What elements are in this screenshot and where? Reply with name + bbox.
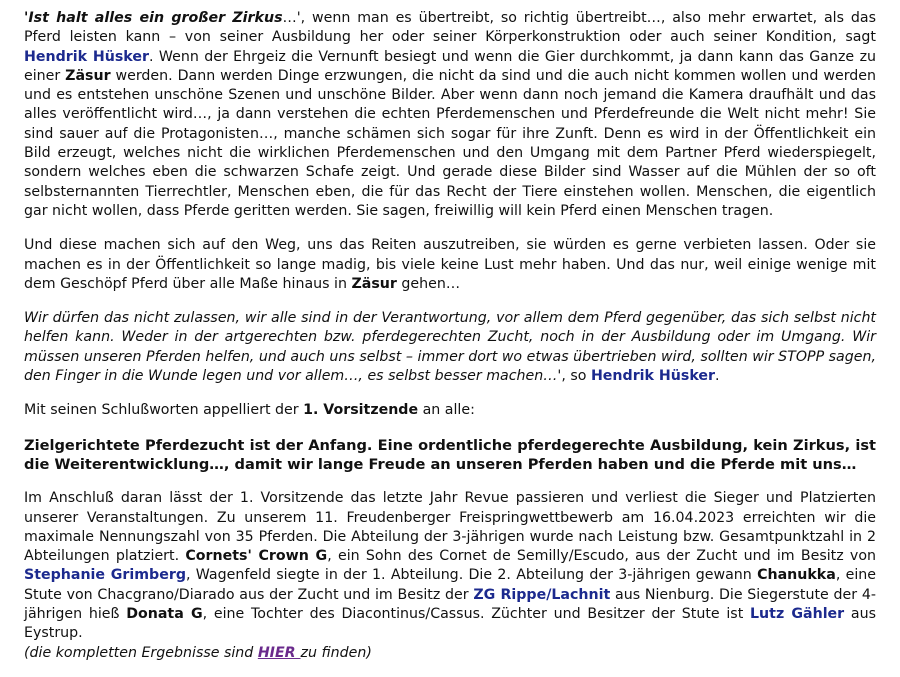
person-name: ZG Rippe/Lachnit	[473, 586, 611, 603]
appeal-attribution: .	[715, 368, 720, 385]
critics-text: gehen…	[396, 275, 461, 292]
quote-opening: 'Ist halt alles ein großer Zirkus	[24, 10, 283, 26]
term-zaesur: Zäsur	[65, 67, 111, 84]
appeal-quote: Wir dürfen das nicht zulassen, wir alle sind in der Verantwortung, vor allem dem Pferd gegenüber, das sich selbst nicht helfen kann. Weder in der artgerechten bzw. pferdegerechten Zucht, noch in der Ausbildung oder im Umgang. Wir müssen unseren Pferden helfen, und auch uns selbst – immer dort wo etwas übertrieben wird, sollten wir STOPP sagen, den Finger in die Wunde legen und vor allem…, es selbst besser machen…'	[24, 310, 876, 385]
horse-name: Cornets' Crown G	[185, 548, 328, 565]
results-text: Im Anschluß daran lässt der 1. Vorsitzende das letzte Jahr Revue passieren und verliest die Sieger und Platzierten unserer Veranstaltungen. Zu unserem 11. Freudenberger Freispringwettbewerb am 16.04.2023 erreichten wir die maximale Nennungszahl von 35 Pferden. Die Abteilung der 3-jährigen wurde nach Leistung bzw. Gesamtpunktzahl in 2 Abteilungen platziert.	[24, 490, 876, 565]
paragraph-appeal-quote	[24, 309, 876, 386]
note-text: zu finden)	[300, 644, 372, 661]
results-text: , Wagenfeld siegte in der 1. Abteilung. Die 2. Abteilung der 3-jährigen gewann	[185, 567, 758, 584]
closing-intro-text: an alle:	[418, 402, 475, 419]
intro-text: . Wenn der Ehrgeiz die Vernunft besiegt und wenn die Gier durchkommt, ja dann kann das Ganze zu einer	[24, 48, 877, 84]
paragraph-results	[24, 489, 876, 643]
person-name-hendrik-huesker: Hendrik Hüsker	[590, 368, 716, 385]
intro-text: werden. Dann werden Dinge erzwungen, die nicht da sind und die auch nicht kommen wollen und werden und es entstehen unschöne Szenen und unschöne Bilder. Aber wenn dann noch jemand die Kamera draufhält und das alles veröffentlicht wird…, ja dann verstehen die echten Pferdemenschen und Pferdefreunde die Welt nicht mehr! Sie sind sauer auf die Protagonisten…, manche schämen sich sogar für ihre Zunft. Denn es wird in der Öffentlichkeit ein Bild erzeugt, welches nicht die wirklichen Pferdemenschen und den Umgang mit dem Partner Pferd wiederspiegelt, sondern welches eben die schwarzen Schafe zeigt. Und gerade diese Bilder sind Wasser auf die Mühlen der so oft selbsternannten Tierrechtler, Menschen eben, die für das Recht der Tiere einstehen wollen. Menschen, die eigentlich gar nicht wollen, dass Pferde geritten werden. Sie sagen, freiwillig will kein Pferd einen Menschen tragen.	[24, 67, 877, 219]
closing-intro-text: Mit seinen Schlußworten appelliert der	[24, 402, 304, 419]
appeal-attribution: , so	[561, 368, 591, 385]
paragraph-closing-intro	[24, 401, 876, 420]
results-text: aus Nienburg. Die Siegerstute der 4-jährigen hieß	[24, 586, 876, 623]
paragraph-closing-words: Zielgerichtete Pferdezucht ist der Anfang. Eine ordentliche pferdegerechte Ausbildung, kein Zirkus, ist die Weiterentwicklung…, damit wir lange Freude an unseren Pferden haben und die Pferde mit uns…	[24, 436, 876, 473]
results-text: , eine Tochter des Diacontinus/Cassus. Züchter und Besitzer der Stute ist	[202, 606, 751, 623]
horse-name: Chanukka	[757, 567, 836, 584]
person-name: Lutz Gähler	[750, 606, 845, 623]
intro-text: …', wenn man es übertreibt, so richtig übertreibt…, also mehr erwartet, als das Pferd leisten kann – von seiner Ausbildung her oder seiner Körperkonstruktion oder auch seiner Kondition, sagt	[24, 10, 876, 46]
results-link[interactable]: HIER	[257, 644, 301, 661]
horse-name: Donata G	[126, 606, 203, 623]
critics-text: Und diese machen sich auf den Weg, uns das Reiten auszutreiben, sie würden es gerne verbieten lassen. Oder sie machen es in der Öffentlichkeit so lange madig, bis viele keine Lust mehr haben. Und das nur, weil einige wenige mit dem Geschöpf Pferd über alle Maße hinaus in	[24, 237, 876, 292]
results-text: , ein Sohn des Cornet de Semilly/Escudo, aus der Zucht und im Besitz von	[327, 548, 876, 565]
person-name: Stephanie Grimberg	[24, 567, 186, 584]
results-text: , eine Stute von Chacgrano/Diarado aus der Zucht und im Besitz der	[24, 567, 876, 603]
paragraph-critics	[24, 236, 876, 294]
note-text: (die kompletten Ergebnisse sind	[24, 644, 258, 661]
term-zaesur: Zäsur	[351, 275, 397, 292]
role-chairman: 1. Vorsitzende	[303, 402, 419, 419]
person-name-hendrik-huesker: Hendrik Hüsker	[24, 48, 149, 65]
results-text: aus Eystrup.	[24, 606, 877, 642]
paragraph-intro	[24, 9, 876, 221]
results-note	[24, 644, 876, 663]
